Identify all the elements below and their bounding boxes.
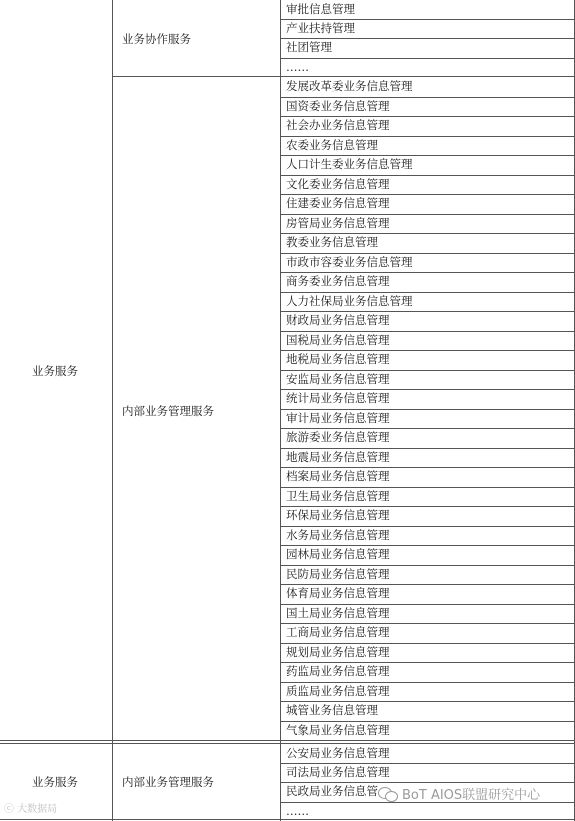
main-block-row-divider [280, 526, 575, 527]
main-block-category: 内部业务管理服务 [122, 404, 214, 418]
main-block-row-divider [280, 604, 575, 605]
top-block-item: 社团管理 [286, 40, 332, 55]
main-block-row-divider [280, 409, 575, 410]
main-block-row-divider [280, 389, 575, 390]
top-block-bottom-border [112, 76, 575, 77]
main-block-item: 环保局业务信息管理 [286, 508, 390, 522]
main-block-row-divider [280, 448, 575, 449]
top-block-item: …… [286, 59, 309, 74]
top-block-row-divider [280, 38, 575, 39]
main-block-row-divider [280, 331, 575, 332]
main-block-row-divider [280, 565, 575, 566]
bottom-block-item: …… [286, 803, 309, 818]
main-block-item: 水务局业务信息管理 [286, 527, 390, 542]
main-block-row-divider [280, 97, 575, 98]
main-block-row-divider [280, 545, 575, 546]
main-block-bottom-border [0, 740, 575, 741]
main-block-item: 发展改革委业务信息管理 [286, 79, 413, 93]
main-block-row-divider [280, 506, 575, 507]
bottom-block-group: 业务服务 [32, 775, 78, 789]
main-block-row-divider [280, 350, 575, 351]
main-block-item: 工商局业务信息管理 [286, 625, 390, 639]
bottom-block-category: 内部业务管理服务 [122, 775, 214, 789]
main-block-row-divider [280, 272, 575, 273]
main-block-item: 国税局业务信息管理 [286, 332, 390, 347]
main-block-row-divider [280, 175, 575, 176]
main-block-item: 旅游委业务信息管理 [286, 430, 390, 444]
main-block-item: 城管业务信息管理 [286, 703, 378, 717]
main-block-item: 财政局业务信息管理 [286, 313, 390, 327]
main-block-item: 档案局业务信息管理 [286, 469, 390, 483]
main-block-item: 商务委业务信息管理 [286, 274, 390, 288]
col-divider-2 [280, 0, 281, 821]
main-block-item: 人力社保局业务信息管理 [286, 293, 413, 308]
main-block-item: 安监局业务信息管理 [286, 371, 390, 386]
main-block-item: 卫生局业务信息管理 [286, 488, 390, 503]
main-block-row-divider [280, 194, 575, 195]
top-block-item: 产业扶持管理 [286, 21, 355, 36]
main-block-row-divider [280, 116, 575, 117]
main-block-item: 住建委业务信息管理 [286, 196, 390, 210]
main-block-row-divider [280, 701, 575, 702]
main-block-item: 气象局业务信息管理 [286, 722, 390, 737]
top-block-category: 业务协作服务 [122, 32, 191, 46]
main-block-row-divider [280, 467, 575, 468]
main-block-item: 社会办业务信息管理 [286, 118, 390, 132]
main-block-item: 地税局业务信息管理 [286, 352, 390, 366]
main-block-item: 药监局业务信息管理 [286, 664, 390, 678]
main-block-row-divider [280, 721, 575, 722]
top-block-row-divider [280, 58, 575, 59]
main-block-row-divider [280, 311, 575, 312]
main-block-item: 地震局业务信息管理 [286, 449, 390, 464]
watermark-left: ⓒ 大数据局 [4, 804, 58, 815]
main-block-item: 质监局业务信息管理 [286, 683, 390, 698]
main-block-item: 民防局业务信息管理 [286, 566, 390, 581]
main-block-item: 文化委业务信息管理 [286, 176, 390, 191]
watermark-right [378, 784, 540, 803]
main-block-bottom-border-2 [0, 743, 575, 744]
main-block-item: 体育局业务信息管理 [286, 586, 390, 600]
main-block-row-divider [280, 487, 575, 488]
main-block-row-divider [280, 253, 575, 254]
main-block-item: 国土局业务信息管理 [286, 605, 390, 620]
main-block-row-divider [280, 643, 575, 644]
main-block-item: 规划局业务信息管理 [286, 644, 390, 659]
bottom-block-row-divider [280, 763, 575, 764]
main-block-item: 国资委业务信息管理 [286, 98, 390, 113]
bottom-block-item: 民政局业务信息管 [286, 784, 378, 799]
wechat-icon [378, 786, 398, 802]
main-block-row-divider [280, 233, 575, 234]
table-bottom-border [0, 819, 575, 820]
main-block-row-divider [280, 662, 575, 663]
top-block-row-divider [280, 19, 575, 20]
main-block-row-divider [280, 292, 575, 293]
main-block-item: 人口计生委业务信息管理 [286, 157, 413, 171]
main-block-row-divider [280, 155, 575, 156]
main-block-item: 审计局业务信息管理 [286, 410, 390, 425]
main-block-row-divider [280, 623, 575, 624]
main-block-item: 统计局业务信息管理 [286, 391, 390, 405]
main-block-row-divider [280, 136, 575, 137]
main-block-item: 园林局业务信息管理 [286, 547, 390, 561]
main-block-row-divider [280, 584, 575, 585]
main-block-row-divider [280, 214, 575, 215]
main-block-row-divider [280, 682, 575, 683]
main-block-item: 房管局业务信息管理 [286, 215, 390, 230]
col-divider-1 [112, 0, 113, 821]
bottom-block-item: 公安局业务信息管理 [286, 746, 390, 760]
bottom-block-item: 司法局业务信息管理 [286, 765, 390, 780]
main-block-item: 教委业务信息管理 [286, 235, 378, 249]
main-block-row-divider [280, 428, 575, 429]
main-block-row-divider [280, 370, 575, 371]
watermark-right-text: BoT AIOS联盟研究中心 [402, 788, 541, 803]
main-block-item: 市政市容委业务信息管理 [286, 254, 413, 269]
main-block-item: 农委业务信息管理 [286, 137, 378, 152]
top-block-item: 审批信息管理 [286, 2, 355, 16]
main-block-group: 业务服务 [32, 364, 78, 378]
